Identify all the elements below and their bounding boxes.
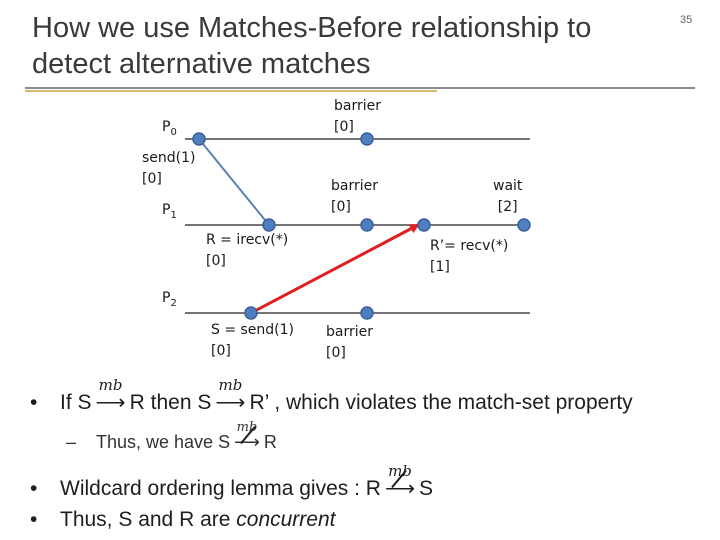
not-matches-before-arrow: mb ⟶ [384, 462, 416, 500]
p1-barrier-node [361, 219, 373, 231]
sub-bullet-1: – Thus, we have S mb ⟶ R [66, 420, 277, 452]
bullet-2: • Wildcard ordering lemma gives : R mb ⟶ S [30, 462, 434, 500]
p1-irecv-label: R = irecv(*) [0] [206, 232, 289, 269]
slide-title: How we use Matches-Before relationship to detect alternative matches [32, 12, 592, 80]
p0-barrier-label: barrier [0] [334, 98, 381, 135]
match-edge [199, 139, 269, 225]
process-label-p2: $P_2$ [162, 290, 177, 309]
p1-recv-node [418, 219, 430, 231]
bullet-1: • If S mb ⟶ R then S mb ⟶ R’ , which violates the match-set property [30, 376, 633, 414]
p2-send-label: S = send(1) [0] [211, 322, 295, 359]
p1-wait-label: wait [2] [493, 178, 523, 215]
not-matches-before-arrow: mb ⟶ [234, 420, 260, 452]
p2-send-node [245, 307, 257, 319]
bullet-3: • Thus, S and R are concurrent [30, 508, 336, 531]
process-label-p1: $P_1$ [162, 202, 177, 221]
matches-before-arrow: mb ⟶ [95, 376, 126, 414]
p1-barrier-label: barrier [0] [331, 178, 378, 215]
p2-barrier-label: barrier [0] [326, 324, 373, 361]
p0-send-label: send(1) [0] [142, 150, 196, 187]
matches-before-arrow: mb ⟶ [215, 376, 246, 414]
p2-barrier-node [361, 307, 373, 319]
process-label-p0: $P_0$ [162, 119, 177, 138]
p1-recv-label: R’= recv(*) [1] [430, 238, 509, 275]
page-number: 35 [680, 14, 693, 26]
p0-send-node [193, 133, 205, 145]
p1-wait-node [518, 219, 530, 231]
